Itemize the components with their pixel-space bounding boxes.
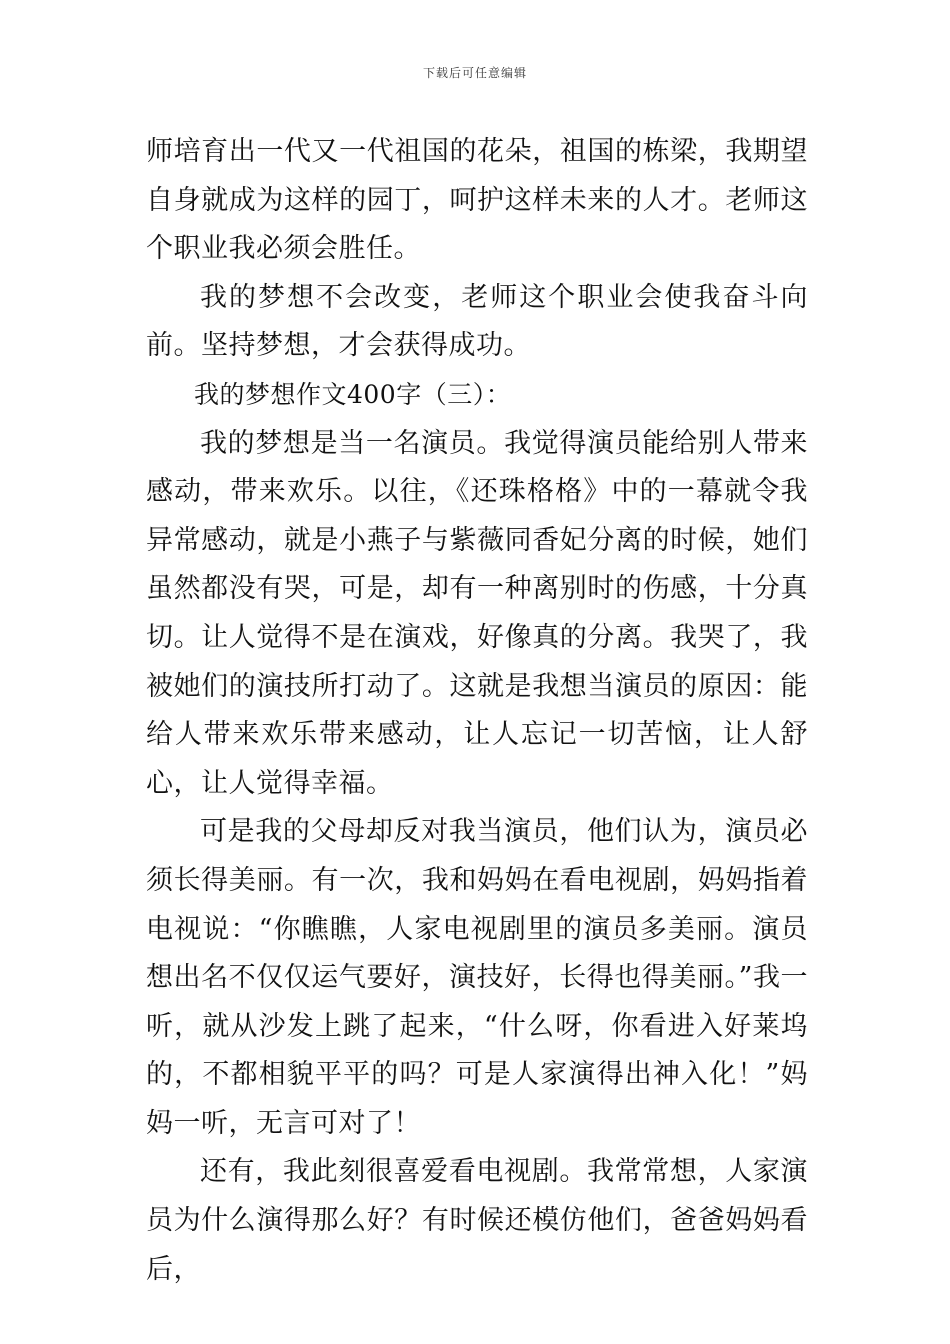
- page-header: 下载后可任意编辑: [422, 66, 527, 80]
- paragraph-continuation: 师培育出一代又一代祖国的花朵，祖国的栋梁，我期望自身就成为这样的园丁，呵护这样未来的人才。老师这个职业我必须会胜任。: [146, 136, 808, 265]
- document-body: [146, 128, 808, 1294]
- paragraph-dream-unchanged: 我的梦想不会改变，老师这个职业会使我奋斗向前。坚持梦想，才会获得成功。: [146, 281, 808, 362]
- essay-subtitle: 我的梦想作文400字（三）：: [194, 379, 512, 409]
- paragraph-actor-dream: 我的梦想是当一名演员。我觉得演员能给别人带来感动，带来欢乐。以往，《还珠格格》中的一幕就令我异常感动，就是小燕子与紫薇同香妃分离的时候，她们虽然都没有哭，可是，却有一种离别时的伤感，十分真切。让人觉得不是在演戏，好像真的分离。我哭了，我被她们的演技所打动了。这就是我想当演员的原因：能给人带来欢乐带来感动，让人忘记一切苦恼，让人舒心，让人觉得幸福。: [146, 427, 808, 799]
- paragraph-parents-oppose: 可是我的父母却反对我当演员，他们认为，演员必须长得美丽。有一次，我和妈妈在看电视剧，妈妈指着电视说：“你瞧瞧，人家电视剧里的演员多美丽。演员想出名不仅仅运气要好，演技好，长得也得美丽。”我一听，就从沙发上跳了起来，“什么呀，你看进入好莱坞的，不都相貌平平的吗？可是人家演得出神入化！”妈妈一听，无言可对了！: [146, 816, 808, 1139]
- paragraph-love-tv: 还有，我此刻很喜爱看电视剧。我常常想，人家演员为什么演得那么好？有时候还模仿他们，爸爸妈妈看后，: [146, 1156, 808, 1285]
